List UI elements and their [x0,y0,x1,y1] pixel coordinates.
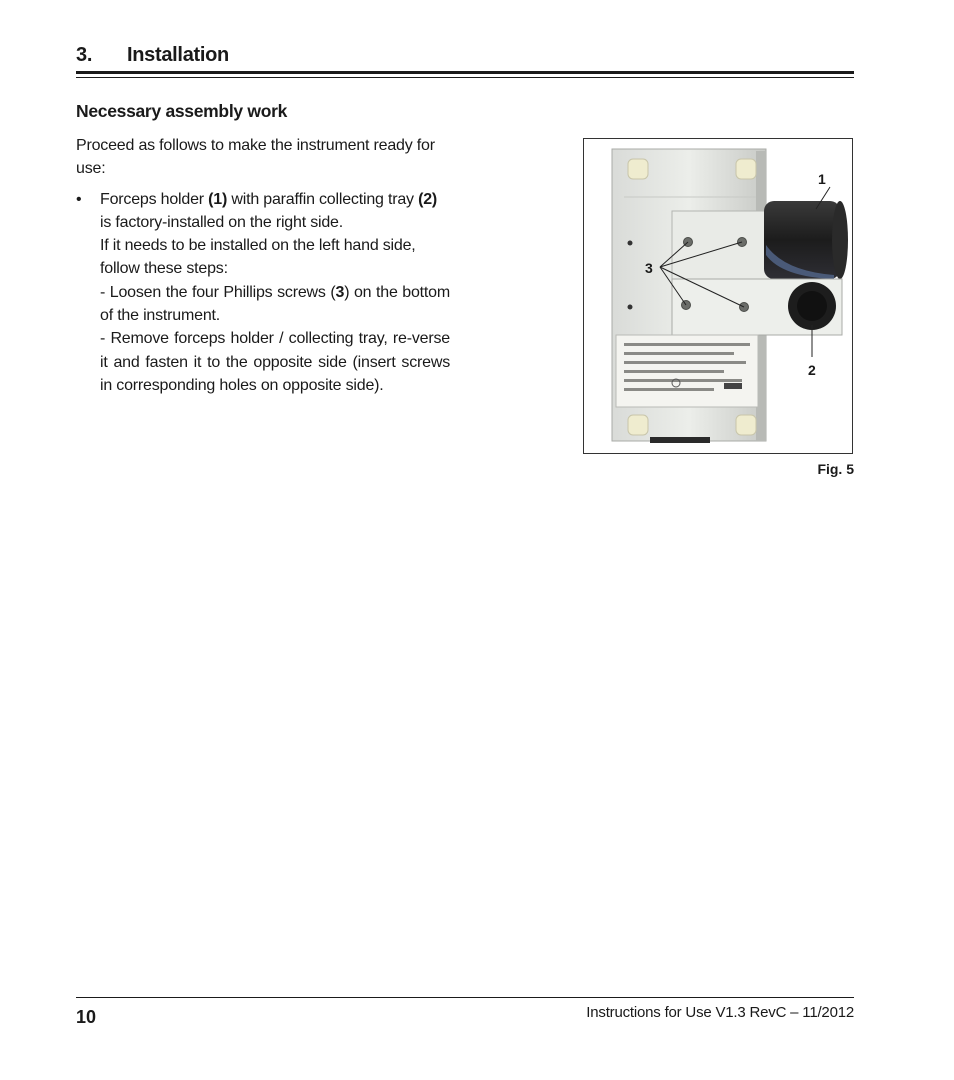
figure-caption: Fig. 5 [817,461,854,477]
footer-rule [76,997,854,998]
hole-left-lower [628,305,633,310]
forceps-holder [764,201,840,279]
bullet-text-1: Forceps holder [100,190,209,208]
callout-1: 1 [818,171,826,187]
bullet-item [76,188,450,398]
subsection-heading: Necessary assembly work [76,101,288,121]
foot-bottom-right [736,415,756,435]
cable-exit [650,437,710,443]
ref-screws: 3 [335,283,345,301]
step-1-text-b: ) on the bottom of the instrument. [100,283,450,325]
bullet-line-1 [100,188,450,235]
ref-forceps-holder: (1) [208,190,228,208]
bullet-text-3: is factory-installed on the right side. [100,213,343,231]
step-1 [100,281,450,328]
forceps-holder-end [832,201,848,279]
hole-left-upper [628,241,633,246]
step-2: - Remove forceps holder / collecting tray, re-verse it and fasten it to the opposite side (insert screws in corresponding holes on opposite side). [100,330,450,394]
type-label [616,335,758,407]
section-number: 3. [76,44,93,66]
section-title: Installation [127,44,229,66]
collecting-tray-inner [797,291,827,321]
bullet-text-2: with paraffin collecting tray [227,190,419,208]
instrument-bottom-photo [584,139,852,453]
foot-top-right [736,159,756,179]
header-rule-thick [76,71,854,74]
intro-paragraph: Proceed as follows to make the instrument ready for use: [76,137,435,178]
body-text [76,134,450,397]
page-header [76,44,854,67]
foot-top-left [628,159,648,179]
callout-2: 2 [808,362,816,378]
bullet-marker: • [76,190,82,208]
page-number: 10 [76,1007,97,1027]
header-rule-thin [76,77,854,78]
figure-5 [583,138,853,454]
ref-collecting-tray: (2) [418,190,438,208]
foot-bottom-left [628,415,648,435]
section-heading [76,44,854,67]
step-1-text-a: - Loosen the four Phillips screws ( [100,283,336,301]
bullet-line-2: If it needs to be installed on the left hand side, follow these steps: [100,237,416,278]
document-info: Instructions for Use V1.3 RevC – 11/2012 [586,1004,854,1021]
bullet-body [100,188,450,398]
callout-3: 3 [645,260,653,276]
